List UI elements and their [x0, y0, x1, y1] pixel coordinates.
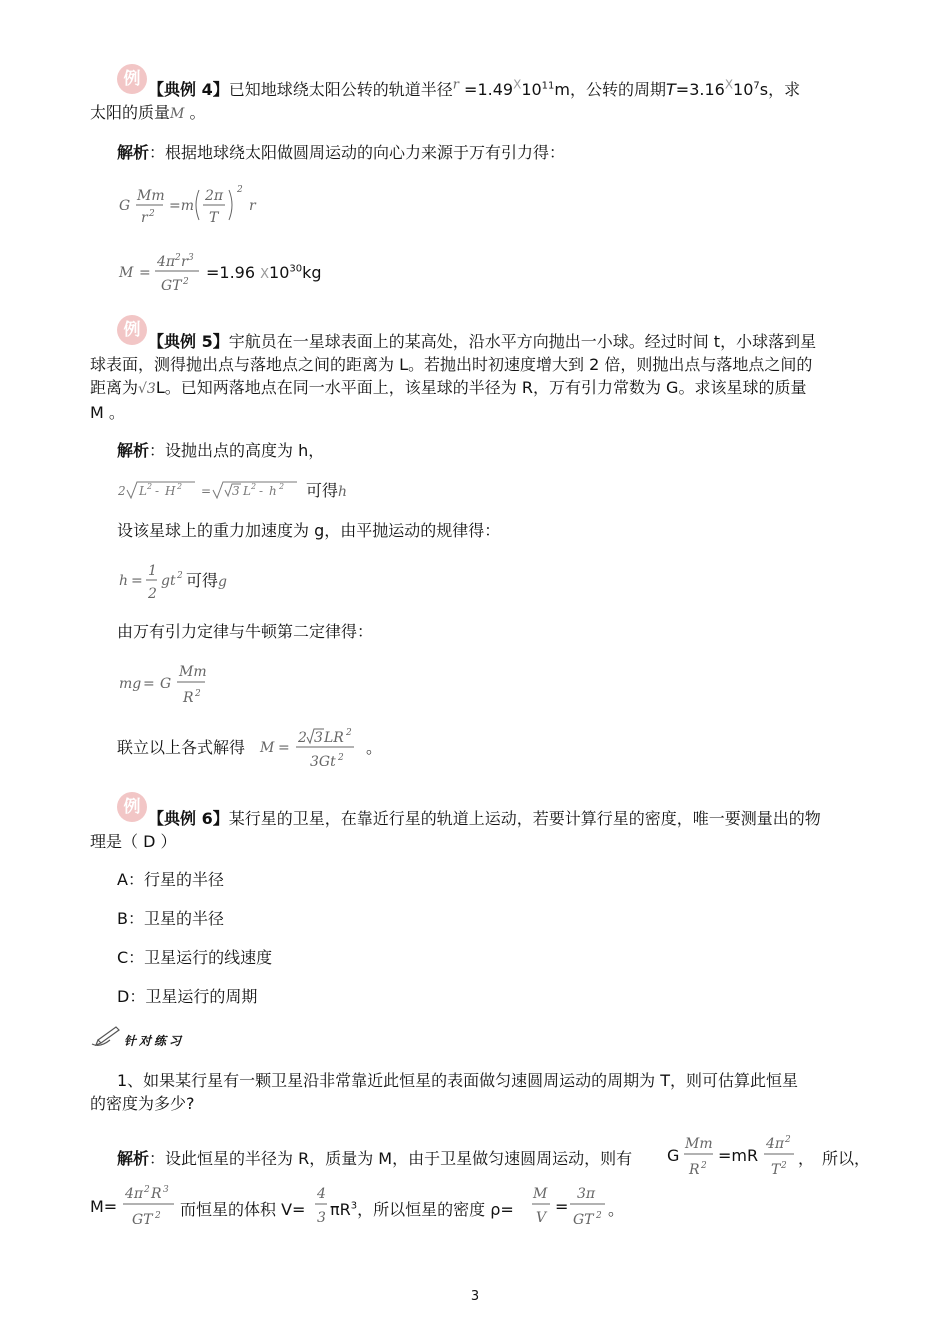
text: ：设此恒星的半径为 R，质量为 M，由于卫星做匀速圆周运动，则有	[149, 1149, 633, 1168]
formula-Mm-over-R2	[683, 1132, 717, 1180]
formula-4pi2-over-T2	[763, 1132, 799, 1180]
text: 。	[184, 103, 206, 122]
svg-text:2: 2	[144, 1185, 150, 1195]
svg-text:3: 3	[163, 1185, 169, 1195]
text: =1.49	[458, 80, 514, 99]
text: 某行星的卫星，在靠近行星的轨道上运动，若要计算行星的密度，唯一要测量出的物	[228, 809, 821, 828]
text: 。	[366, 738, 383, 757]
text: 10	[733, 80, 754, 99]
svg-text:2: 2	[195, 689, 201, 699]
practice-end: 。	[608, 1200, 625, 1219]
svg-text:4π: 4π	[766, 1136, 785, 1152]
svg-text:V: V	[536, 1210, 547, 1226]
svg-text:2: 2	[338, 753, 344, 763]
practice-question-1	[90, 1069, 865, 1115]
example-4-solution	[117, 142, 565, 164]
svg-text:2: 2	[785, 1135, 791, 1145]
example-4-title: 【典例 4】	[148, 80, 229, 99]
svg-text:r: r	[249, 198, 256, 214]
example-5-statement	[90, 330, 865, 424]
svg-text:=: =	[278, 740, 290, 756]
text: 球表面，测得抛出点与落地点之间的距离为 L。若抛出时初速度增大到 2 倍，则抛出点与落地点之间的	[90, 355, 813, 374]
combine-end	[366, 737, 382, 759]
formula-M-star	[122, 1182, 180, 1230]
solution-label: 解析	[117, 143, 150, 162]
example-badge-icon: 例	[117, 792, 147, 822]
sun-mass-result	[206, 262, 322, 286]
exponent: 3	[350, 1200, 358, 1212]
option-d: D：卫星运行的周期	[117, 987, 258, 1006]
text: ：设抛出点的高度为 h，	[149, 441, 325, 460]
example-badge-icon: 例	[117, 64, 147, 94]
example-4-statement	[90, 78, 865, 126]
T-symbol: T	[666, 80, 676, 99]
text: L。已知两落地点在同一水平面上，该星球的半径为 R，万有引力常数为 G。求该星球的质量	[155, 378, 807, 397]
svg-text:3: 3	[317, 1210, 326, 1226]
svg-text:R: R	[183, 690, 194, 706]
text: m，公转的周期	[554, 80, 666, 99]
example-5-title: 【典例 5】	[148, 332, 229, 351]
find-h-note: 可得h	[306, 481, 348, 500]
text: 宇航员在一星球表面上的某高处，沿水平方向抛出一小球。经过时间 t，小球落到星	[228, 332, 817, 351]
svg-text:GT: GT	[161, 278, 182, 294]
svg-text:G: G	[119, 198, 131, 214]
svg-text:M: M	[260, 740, 275, 756]
svg-text:-: -	[155, 484, 160, 498]
text: 已知地球绕太阳公转的轨道半径	[228, 80, 453, 99]
svg-text:R: R	[689, 1162, 700, 1178]
svg-text:2: 2	[596, 1211, 602, 1221]
svg-text:1: 1	[148, 563, 157, 579]
example-6-statement	[90, 807, 865, 853]
option-a: A：行星的半径	[117, 870, 224, 889]
svg-text:T: T	[209, 210, 219, 226]
practice-M-eq: M=	[90, 1197, 118, 1216]
text: 距离为	[90, 378, 139, 397]
practice-eq-mR: =mR	[718, 1146, 759, 1165]
svg-text:2: 2	[148, 586, 157, 602]
solution-label: 解析	[117, 1149, 150, 1168]
formula-four-thirds	[314, 1184, 330, 1230]
times-sign: X	[513, 77, 522, 92]
sqrt3-symbol: √3	[138, 381, 156, 397]
svg-text:L: L	[139, 484, 147, 498]
svg-text:2π: 2π	[205, 188, 224, 204]
exponent: 7	[753, 80, 760, 92]
text: 10	[269, 263, 290, 282]
svg-text:LR: LR	[324, 730, 344, 746]
svg-text:r: r	[141, 210, 148, 226]
formula-mg-gravity	[117, 660, 217, 708]
practice-dens-eq: =	[555, 1197, 569, 1216]
formula-M-over-V	[531, 1184, 553, 1230]
svg-text:2: 2	[298, 730, 307, 746]
times-sign: X	[260, 267, 270, 282]
svg-text:2: 2	[183, 277, 189, 287]
text: 理是（ D ）	[90, 832, 177, 851]
svg-text:2: 2	[149, 209, 155, 219]
r-symbol: r	[452, 77, 459, 93]
practice-solution-line1	[117, 1146, 632, 1169]
svg-text:G: G	[160, 676, 172, 692]
text: 可得	[186, 571, 219, 590]
text: ，所以恒星的密度 ρ=	[357, 1200, 514, 1219]
text: =1.96	[206, 263, 256, 282]
svg-text:gt: gt	[161, 573, 176, 589]
option-c: C：卫星运行的线速度	[117, 948, 273, 967]
svg-text:mg: mg	[119, 676, 142, 692]
practice-so: ， 所以，	[798, 1149, 871, 1168]
svg-text:r: r	[181, 254, 188, 270]
svg-text:4π: 4π	[157, 254, 176, 270]
option-b: B：卫星的半径	[117, 909, 224, 928]
svg-text:2: 2	[147, 482, 153, 491]
gravity-accel-text	[117, 520, 500, 542]
formula-free-fall	[117, 560, 187, 606]
text: kg	[302, 263, 322, 282]
svg-text:3: 3	[314, 730, 323, 746]
text: ：根据地球绕太阳做圆周运动的向心力来源于万有引力得：	[149, 143, 566, 162]
exponent: 11	[541, 80, 555, 92]
formula-planet-mass	[258, 724, 368, 774]
svg-text:=: =	[131, 573, 143, 589]
svg-text:R: R	[151, 1186, 162, 1202]
svg-text:2: 2	[155, 1211, 161, 1221]
formula-density	[569, 1182, 609, 1230]
svg-text:2: 2	[701, 1161, 707, 1171]
svg-text:GT: GT	[573, 1212, 594, 1228]
formula-sun-mass	[117, 250, 207, 298]
exponent: 30	[289, 263, 303, 275]
svg-text:H: H	[165, 484, 176, 498]
formula-gravity-centripetal	[117, 180, 277, 230]
svg-text:2: 2	[251, 482, 257, 491]
svg-text:Mm: Mm	[685, 1136, 713, 1152]
find-g-note: 可得g	[186, 571, 227, 590]
svg-text:=: =	[139, 265, 151, 281]
svg-text:3: 3	[188, 253, 194, 263]
svg-text:GT: GT	[132, 1212, 153, 1228]
svg-text:2: 2	[781, 1161, 787, 1171]
M-symbol: M	[170, 106, 185, 122]
svg-text:=m: =m	[169, 198, 195, 214]
svg-text:h: h	[269, 484, 277, 498]
text: 10	[521, 80, 542, 99]
text: =3.16	[675, 80, 725, 99]
text: 联立以上各式解得	[117, 738, 246, 757]
text: 可得	[306, 481, 339, 500]
svg-text:4π: 4π	[125, 1186, 144, 1202]
example-6-title: 【典例 6】	[148, 809, 229, 828]
text: 的密度为多少?	[90, 1094, 195, 1113]
svg-text:=: =	[143, 676, 155, 692]
practice-heading: 针对练习	[124, 1034, 185, 1048]
svg-text:2: 2	[279, 482, 285, 491]
practice-G: G	[667, 1146, 680, 1165]
text: 设该星球上的重力加速度为 g，由平抛运动的规律得：	[117, 521, 501, 540]
pen-icon	[90, 1024, 122, 1050]
svg-text:2: 2	[237, 185, 243, 195]
times-sign: X	[724, 77, 734, 92]
svg-text:Mm: Mm	[137, 188, 165, 204]
svg-text:2: 2	[177, 482, 183, 491]
example-badge-icon: 例	[117, 315, 147, 345]
newton-law-text	[117, 621, 373, 643]
text: 由万有引力定律与牛顿第二定律得：	[117, 622, 374, 641]
svg-text:h: h	[119, 573, 129, 589]
page-number: 3	[470, 1289, 480, 1304]
svg-text:M: M	[533, 1186, 548, 1202]
text: s，求	[759, 80, 801, 99]
combine-result	[117, 737, 245, 759]
practice-volume: 而恒星的体积 V=	[180, 1200, 306, 1219]
text: 太阳的质量	[90, 103, 171, 122]
svg-text:3: 3	[232, 484, 240, 498]
text: M 。	[90, 403, 125, 422]
svg-text:4: 4	[317, 1186, 326, 1202]
solution-label: 解析	[117, 441, 150, 460]
svg-text:Mm: Mm	[179, 664, 207, 680]
svg-text:L: L	[243, 484, 251, 498]
svg-text:2: 2	[175, 253, 181, 263]
example-5-solution	[117, 440, 324, 462]
svg-text:-: -	[259, 484, 264, 498]
formula-distance-equation	[117, 478, 307, 504]
svg-text:3Gt: 3Gt	[310, 754, 336, 770]
svg-text:T: T	[771, 1162, 781, 1178]
svg-text:3π: 3π	[577, 1186, 596, 1202]
practice-volume-end	[330, 1197, 514, 1220]
svg-text:2: 2	[177, 571, 183, 581]
svg-text:M: M	[119, 265, 134, 281]
text: 1、如果某行星有一颗卫星沿非常靠近此恒星的表面做匀速圆周运动的周期为 T，则可估算此恒星	[117, 1071, 799, 1090]
svg-text:2: 2	[118, 484, 126, 498]
text: πR	[330, 1200, 351, 1219]
svg-text:2: 2	[346, 728, 352, 738]
svg-text:=: =	[201, 484, 212, 498]
